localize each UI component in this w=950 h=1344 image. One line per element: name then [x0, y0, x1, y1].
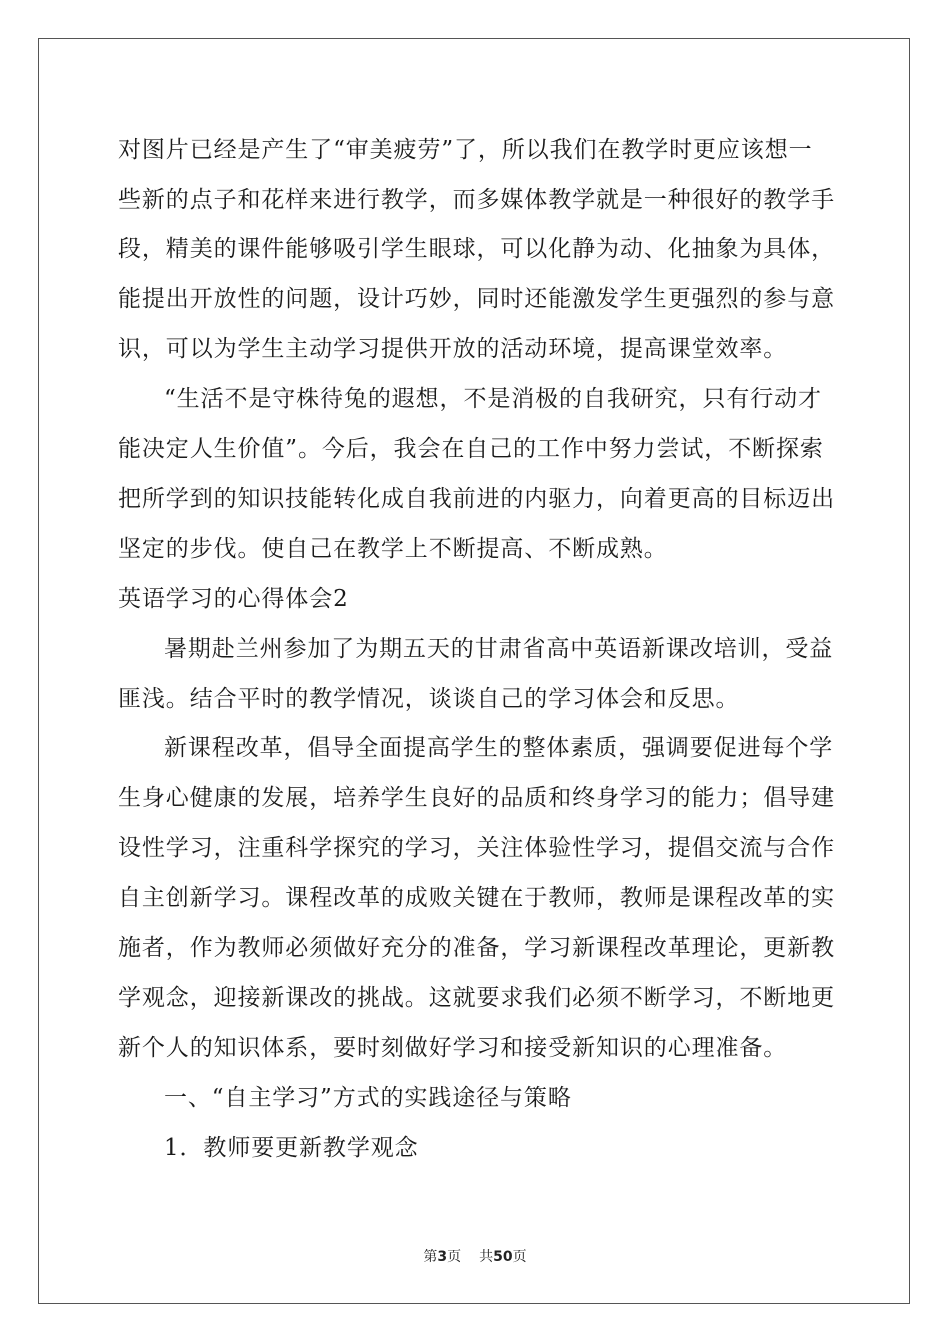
- total-prefix: 共: [479, 1249, 494, 1265]
- paragraph-line: 施者，作为教师必须做好充分的准备，学习新课程改革理论，更新教: [118, 935, 835, 961]
- paragraph-line: 生身心健康的发展，培养学生良好的品质和终身学习的能力；倡导建: [118, 785, 835, 811]
- total-suffix: 页: [512, 1249, 527, 1265]
- paragraph-line: 能决定人生价值”。今后，我会在自己的工作中努力尝试，不断探索: [118, 436, 824, 462]
- numbered-item: 1．教师要更新教学观念: [164, 1135, 419, 1161]
- paragraph-line: 段，精美的课件能够吸引学生眼球，可以化静为动、化抽象为具体，: [118, 236, 835, 262]
- paragraph-line: 自主创新学习。课程改革的成败关键在于教师，教师是课程改革的实: [118, 885, 835, 911]
- paragraph-line: 匪浅。结合平时的教学情况，谈谈自己的学习体会和反思。: [118, 686, 740, 712]
- paragraph-line: 新课程改革，倡导全面提高学生的整体素质，强调要促进每个学: [164, 735, 834, 761]
- paragraph-line: 坚定的步伐。使自己在教学上不断提高、不断成熟。: [118, 536, 668, 562]
- page-border: [38, 38, 910, 1304]
- total-pages: 50: [493, 1249, 513, 1265]
- page-suffix: 页: [447, 1249, 462, 1265]
- paragraph-line: 识，可以为学生主动学习提供开放的活动环境，提高课堂效率。: [118, 336, 788, 362]
- paragraph-line: 学观念，迎接新课改的挑战。这就要求我们必须不断学习，不断地更: [118, 985, 835, 1011]
- paragraph-line: 设性学习，注重科学探究的学习，关注体验性学习，提倡交流与合作: [118, 835, 835, 861]
- paragraph-line: 对图片已经是产生了“审美疲劳”了，所以我们在教学时更应该想一: [118, 137, 813, 163]
- paragraph-line: 把所学到的知识技能转化成自我前进的内驱力，向着更高的目标迈出: [118, 486, 835, 512]
- page-prefix: 第: [423, 1249, 438, 1265]
- paragraph-line: 能提出开放性的问题，设计巧妙，同时还能激发学生更强烈的参与意: [118, 286, 835, 312]
- page-footer: [0, 1248, 950, 1266]
- paragraph-line: 新个人的知识体系，要时刻做好学习和接受新知识的心理准备。: [118, 1035, 788, 1061]
- section-heading: 英语学习的心得体会2: [118, 586, 349, 612]
- subheading: 一、“自主学习”方式的实践途径与策略: [164, 1085, 572, 1111]
- paragraph-line: 些新的点子和花样来进行教学，而多媒体教学就是一种很好的教学手: [118, 187, 835, 213]
- paragraph-line: “生活不是守株待兔的遐想，不是消极的自我研究，只有行动才: [164, 386, 822, 412]
- page-number: 3: [437, 1249, 448, 1265]
- paragraph-line: 暑期赴兰州参加了为期五天的甘肃省高中英语新课改培训，受益: [164, 636, 834, 662]
